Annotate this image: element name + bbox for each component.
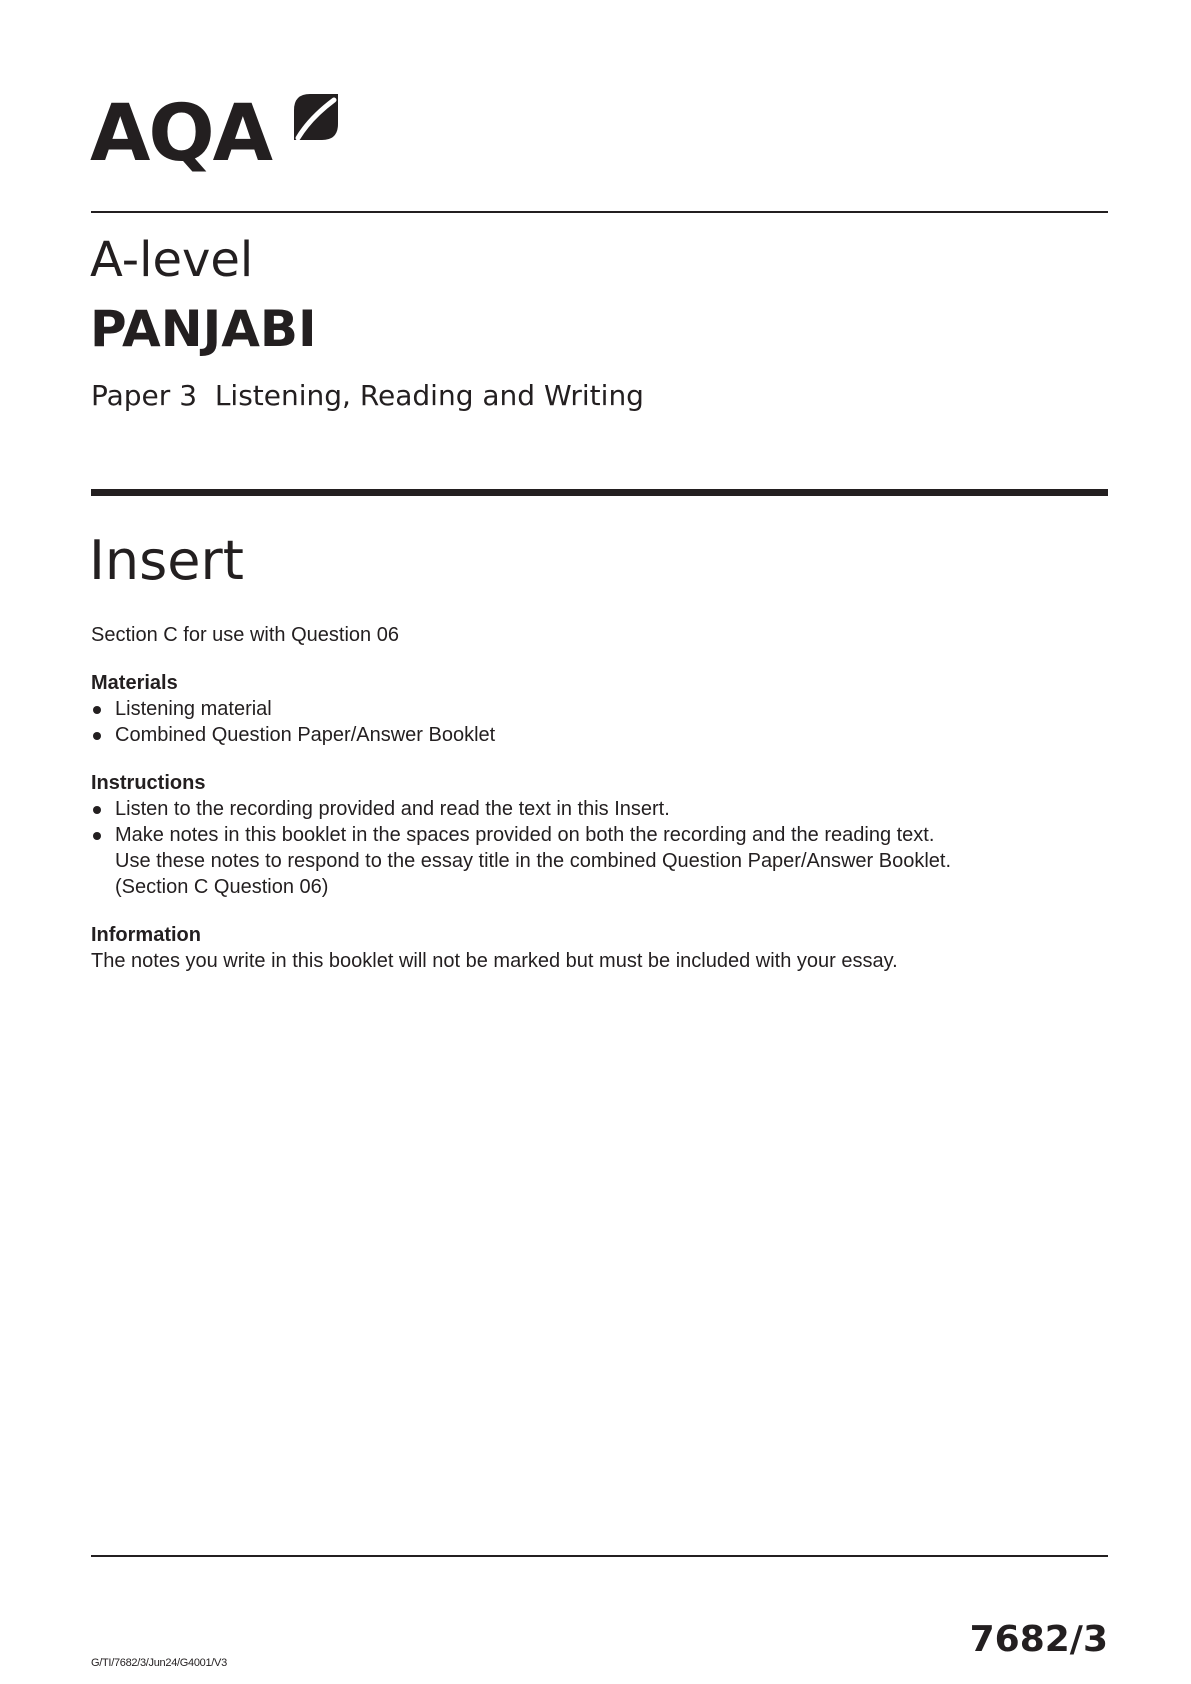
qualification-level: A-level bbox=[90, 232, 254, 288]
paper-code: 7682/3 bbox=[969, 1619, 1108, 1660]
instructions-list bbox=[91, 796, 1091, 900]
insert-title: Insert bbox=[89, 529, 244, 592]
bullet-icon bbox=[93, 806, 101, 814]
top-divider bbox=[91, 211, 1108, 213]
section-divider bbox=[91, 489, 1108, 496]
document-code: G/TI/7682/3/Jun24/G4001/V3 bbox=[91, 1657, 227, 1669]
footer-divider bbox=[91, 1555, 1108, 1557]
logo-text: AQA bbox=[90, 89, 272, 179]
paper-title: Paper 3 Listening, Reading and Writing bbox=[91, 379, 644, 412]
bullet-icon bbox=[93, 732, 101, 740]
subject-title: PANJABI bbox=[90, 300, 317, 358]
information-heading: Information bbox=[91, 924, 201, 946]
leaf-icon bbox=[290, 90, 342, 144]
list-item: Listening material bbox=[91, 696, 1091, 722]
list-item: Make notes in this booklet in the spaces provided on both the recording and the reading text. Use these notes to respond to the essay title in the combined Question Paper/Answer Booklet. (Section C Question 06) bbox=[91, 822, 1091, 900]
materials-list bbox=[91, 696, 1091, 748]
section-note: Section C for use with Question 06 bbox=[91, 624, 399, 646]
cover-content bbox=[91, 622, 1091, 974]
list-item: Listen to the recording provided and read the text in this Insert. bbox=[91, 796, 1091, 822]
list-item: Combined Question Paper/Answer Booklet bbox=[91, 722, 1091, 748]
information-text: The notes you write in this booklet will not be marked but must be included with your essay. bbox=[91, 950, 898, 972]
bullet-icon bbox=[93, 832, 101, 840]
materials-heading: Materials bbox=[91, 672, 178, 694]
instructions-heading: Instructions bbox=[91, 772, 206, 794]
aqa-logo bbox=[90, 88, 350, 180]
bullet-icon bbox=[93, 706, 101, 714]
